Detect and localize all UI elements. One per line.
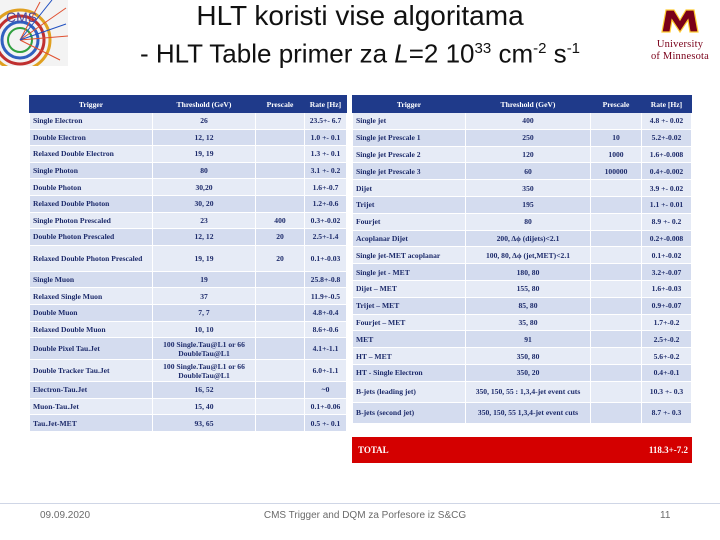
col-trigger: Trigger: [30, 96, 153, 113]
cell-trigger: Fourjet: [353, 213, 466, 230]
cell-threshold: 30, 20: [153, 195, 256, 212]
cell-prescale: [256, 288, 305, 305]
cell-threshold: 35, 80: [466, 314, 591, 331]
cell-trigger: Tau.Jet-MET: [30, 415, 153, 432]
cell-rate: 0.3+-0.02: [305, 212, 347, 229]
table-row: [30, 146, 347, 163]
cell-rate: 1.1 +- 0.01: [642, 196, 692, 213]
cell-trigger: B-jets (second jet): [353, 402, 466, 423]
cell-trigger: Double Pixel Tau.Jet: [30, 338, 153, 360]
cell-prescale: [591, 402, 642, 423]
cell-trigger: HT – MET: [353, 348, 466, 365]
cell-rate: 2.5+-1.4: [305, 229, 347, 246]
cell-trigger: Double Photon Prescaled: [30, 229, 153, 246]
cell-trigger: Single jet Prescale 3: [353, 163, 466, 180]
cell-prescale: [591, 264, 642, 281]
table-row: [30, 162, 347, 179]
cell-trigger: Dijet – MET: [353, 280, 466, 297]
cell-threshold: 93, 65: [153, 415, 256, 432]
footer-title: CMS Trigger and DQM za Porfesore iz S&CG: [263, 510, 467, 521]
cell-trigger: B-jets (leading jet): [353, 381, 466, 402]
cell-prescale: [591, 113, 642, 130]
total-value: 118.3+-7.2: [648, 445, 688, 455]
cell-prescale: 20: [256, 245, 305, 271]
cell-trigger: Single Electron: [30, 113, 153, 130]
cell-rate: 2.5+-0.2: [642, 331, 692, 348]
cell-trigger: Single jet Prescale 1: [353, 129, 466, 146]
cell-prescale: [591, 314, 642, 331]
cell-rate: 25.8+-0.8: [305, 271, 347, 288]
title-line-2: - HLT Table primer za L=2 $10^{33}$ $cm^{-2}$ $s^{-1}$: [139, 38, 581, 69]
cell-threshold: 10, 10: [153, 321, 256, 338]
cell-threshold: 23: [153, 212, 256, 229]
cell-prescale: 400: [256, 212, 305, 229]
cell-trigger: Trijet: [353, 196, 466, 213]
table-row: [353, 213, 692, 230]
cell-prescale: [256, 179, 305, 196]
cell-threshold: 200, Δϕ (dijets)<2.1: [466, 230, 591, 247]
cell-rate: 0.9+-0.07: [642, 297, 692, 314]
cell-trigger: Single jet Prescale 2: [353, 146, 466, 163]
col-rate: Rate [Hz]: [642, 96, 692, 113]
cell-trigger: Single Photon: [30, 162, 153, 179]
cell-rate: 4.8+-0.4: [305, 304, 347, 321]
cell-threshold: 12, 12: [153, 129, 256, 146]
table-row: [353, 381, 692, 402]
table-row: [353, 297, 692, 314]
cell-rate: 0.4+-0.002: [642, 163, 692, 180]
cell-threshold: 19: [153, 271, 256, 288]
cell-threshold: 80: [153, 162, 256, 179]
cms-logo: [0, 0, 68, 66]
cell-threshold: 80: [466, 213, 591, 230]
cell-prescale: [591, 348, 642, 365]
table-row: [353, 331, 692, 348]
table-row: [353, 129, 692, 146]
cell-trigger: Relaxed Double Muon: [30, 321, 153, 338]
cell-trigger: HT - Single Electron: [353, 364, 466, 381]
table-row: [353, 348, 692, 365]
cell-prescale: [256, 146, 305, 163]
cell-rate: 5.2+-0.02: [642, 129, 692, 146]
table-row: [353, 402, 692, 423]
umn-m-icon: [660, 8, 700, 34]
cell-threshold: 180, 80: [466, 264, 591, 281]
cell-threshold: 12, 12: [153, 229, 256, 246]
cell-threshold: 350, 80: [466, 348, 591, 365]
cell-prescale: [591, 180, 642, 197]
cell-threshold: 155, 80: [466, 280, 591, 297]
cell-prescale: [591, 381, 642, 402]
cell-prescale: [591, 331, 642, 348]
cell-trigger: Single Muon: [30, 271, 153, 288]
cell-prescale: [591, 213, 642, 230]
cell-rate: 5.6+-0.2: [642, 348, 692, 365]
cell-threshold: 100 Single.Tau@L1 or 66 DoubleTau@L1: [153, 360, 256, 382]
cell-prescale: 1000: [591, 146, 642, 163]
table-row: [30, 321, 347, 338]
cell-prescale: [256, 113, 305, 130]
cell-prescale: [256, 195, 305, 212]
cell-threshold: 85, 80: [466, 297, 591, 314]
cell-rate: 0.2+-0.008: [642, 230, 692, 247]
cell-rate: 1.3 +- 0.1: [305, 146, 347, 163]
left-trigger-table: [29, 95, 347, 432]
cell-prescale: [591, 196, 642, 213]
total-row: [352, 437, 692, 463]
table-row: [30, 271, 347, 288]
cell-prescale: [591, 280, 642, 297]
table-row: [353, 180, 692, 197]
cell-prescale: 10: [591, 129, 642, 146]
cell-rate: 1.6+-0.7: [305, 179, 347, 196]
table-row: [353, 314, 692, 331]
cell-trigger: Relaxed Double Photon: [30, 195, 153, 212]
cell-trigger: Relaxed Double Electron: [30, 146, 153, 163]
cell-prescale: [256, 398, 305, 415]
cell-prescale: [591, 247, 642, 264]
cell-threshold: 30,20: [153, 179, 256, 196]
col-rate: Rate [Hz]: [305, 96, 347, 113]
cell-prescale: [256, 162, 305, 179]
cell-prescale: 100000: [591, 163, 642, 180]
cell-rate: 0.1+-0.02: [642, 247, 692, 264]
total-label: TOTAL: [358, 445, 389, 455]
cell-prescale: [256, 304, 305, 321]
umn-line-2: of Minnesota: [650, 51, 710, 62]
cell-rate: 6.0+-1.1: [305, 360, 347, 382]
cell-rate: 11.9+-0.5: [305, 288, 347, 305]
table-row: [30, 398, 347, 415]
right-table-header: [353, 96, 692, 113]
table-row: [30, 195, 347, 212]
table-row: [353, 264, 692, 281]
cell-trigger: Relaxed Single Muon: [30, 288, 153, 305]
table-row: [30, 304, 347, 321]
cell-trigger: Double Photon: [30, 179, 153, 196]
cell-rate: 1.2+-0.6: [305, 195, 347, 212]
cell-threshold: 100, 80, Δϕ (jet,MET)<2.1: [466, 247, 591, 264]
cell-trigger: Single Photon Prescaled: [30, 212, 153, 229]
table-row: [353, 113, 692, 130]
col-prescale: Prescale: [591, 96, 642, 113]
cell-trigger: Relaxed Double Photon Prescaled: [30, 245, 153, 271]
table-row: [30, 415, 347, 432]
table-row: [30, 179, 347, 196]
table-row: [30, 129, 347, 146]
cell-rate: 3.2+-0.07: [642, 264, 692, 281]
cell-trigger: Single jet-MET acoplanar: [353, 247, 466, 264]
col-prescale: Prescale: [256, 96, 305, 113]
cell-prescale: [591, 364, 642, 381]
cell-prescale: [591, 230, 642, 247]
cell-rate: 0.4+-0.1: [642, 364, 692, 381]
table-row: [353, 196, 692, 213]
cell-rate: 8.7 +- 0.3: [642, 402, 692, 423]
table-row: [353, 146, 692, 163]
cell-trigger: Muon-Tau.Jet: [30, 398, 153, 415]
cell-trigger: Dijet: [353, 180, 466, 197]
cell-threshold: 7, 7: [153, 304, 256, 321]
cell-prescale: [256, 271, 305, 288]
col-trigger: Trigger: [353, 96, 466, 113]
cell-threshold: 250: [466, 129, 591, 146]
cell-rate: 3.9 +- 0.02: [642, 180, 692, 197]
cell-rate: 4.1+-1.1: [305, 338, 347, 360]
cell-trigger: Double Electron: [30, 129, 153, 146]
footer-date: 09.09.2020: [40, 510, 91, 521]
umn-line-1: University: [656, 39, 704, 50]
cell-threshold: 91: [466, 331, 591, 348]
cell-rate: 0.5 +- 0.1: [305, 415, 347, 432]
table-row: [353, 163, 692, 180]
cell-rate: 1.6+-0.03: [642, 280, 692, 297]
cell-trigger: Fourjet – MET: [353, 314, 466, 331]
table-row: [30, 288, 347, 305]
cell-prescale: [256, 129, 305, 146]
cell-trigger: Single jet - MET: [353, 264, 466, 281]
cell-rate: 4.8 +- 0.02: [642, 113, 692, 130]
right-trigger-table: [352, 95, 692, 424]
table-row: [353, 280, 692, 297]
cell-trigger: Double Muon: [30, 304, 153, 321]
table-row: [353, 230, 692, 247]
cell-trigger: Double Tracker Tau.Jet: [30, 360, 153, 382]
cell-rate: 8.9 +- 0.2: [642, 213, 692, 230]
cell-rate: 1.7+-0.2: [642, 314, 692, 331]
cell-rate: ~0: [305, 382, 347, 399]
cell-rate: 3.1 +- 0.2: [305, 162, 347, 179]
cell-threshold: 100 Single.Tau@L1 or 66 DoubleTau@L1: [153, 338, 256, 360]
cell-prescale: 20: [256, 229, 305, 246]
cell-threshold: 26: [153, 113, 256, 130]
title-line-1: HLT koristi vise algoritama: [196, 0, 524, 31]
table-row: [30, 382, 347, 399]
cell-trigger: Single jet: [353, 113, 466, 130]
cell-rate: 8.6+-0.6: [305, 321, 347, 338]
table-row: [353, 364, 692, 381]
cell-prescale: [256, 360, 305, 382]
cell-rate: 23.5+- 6.7: [305, 113, 347, 130]
table-row: [30, 360, 347, 382]
cell-trigger: Electron-Tau.Jet: [30, 382, 153, 399]
cell-prescale: [256, 321, 305, 338]
table-row: [353, 247, 692, 264]
cell-trigger: Trijet – MET: [353, 297, 466, 314]
col-threshold: Threshold (GeV): [153, 96, 256, 113]
cell-threshold: 60: [466, 163, 591, 180]
cms-logo-text: CMS: [6, 9, 38, 25]
cell-rate: 1.0 +- 0.1: [305, 129, 347, 146]
cell-threshold: 15, 40: [153, 398, 256, 415]
table-row: [30, 338, 347, 360]
cell-threshold: 400: [466, 113, 591, 130]
cell-prescale: [256, 415, 305, 432]
cell-prescale: [591, 297, 642, 314]
cell-rate: 0.1+-0.03: [305, 245, 347, 271]
col-threshold: Threshold (GeV): [466, 96, 591, 113]
table-row: [30, 212, 347, 229]
slide-number: 11: [660, 510, 671, 521]
cell-threshold: 350: [466, 180, 591, 197]
slide-title: [80, 0, 640, 71]
cell-rate: 10.3 +- 0.3: [642, 381, 692, 402]
cell-threshold: 37: [153, 288, 256, 305]
left-table-header: [30, 96, 347, 113]
table-row: [30, 229, 347, 246]
cell-threshold: 195: [466, 196, 591, 213]
cell-threshold: 19, 19: [153, 146, 256, 163]
footer-divider: [0, 503, 720, 504]
umn-logo: [640, 8, 720, 68]
cell-rate: 0.1+-0.06: [305, 398, 347, 415]
cell-rate: 1.6+-0.008: [642, 146, 692, 163]
cell-threshold: 120: [466, 146, 591, 163]
cell-threshold: 16, 52: [153, 382, 256, 399]
cell-threshold: 350, 150, 55 1,3,4-jet event cuts: [466, 402, 591, 423]
cell-trigger: Acoplanar Dijet: [353, 230, 466, 247]
cell-trigger: MET: [353, 331, 466, 348]
table-row: [30, 113, 347, 130]
cell-threshold: 19, 19: [153, 245, 256, 271]
cell-threshold: 350, 150, 55 : 1,3,4-jet event cuts: [466, 381, 591, 402]
cell-prescale: [256, 338, 305, 360]
cell-prescale: [256, 382, 305, 399]
table-row: [30, 245, 347, 271]
cell-threshold: 350, 20: [466, 364, 591, 381]
